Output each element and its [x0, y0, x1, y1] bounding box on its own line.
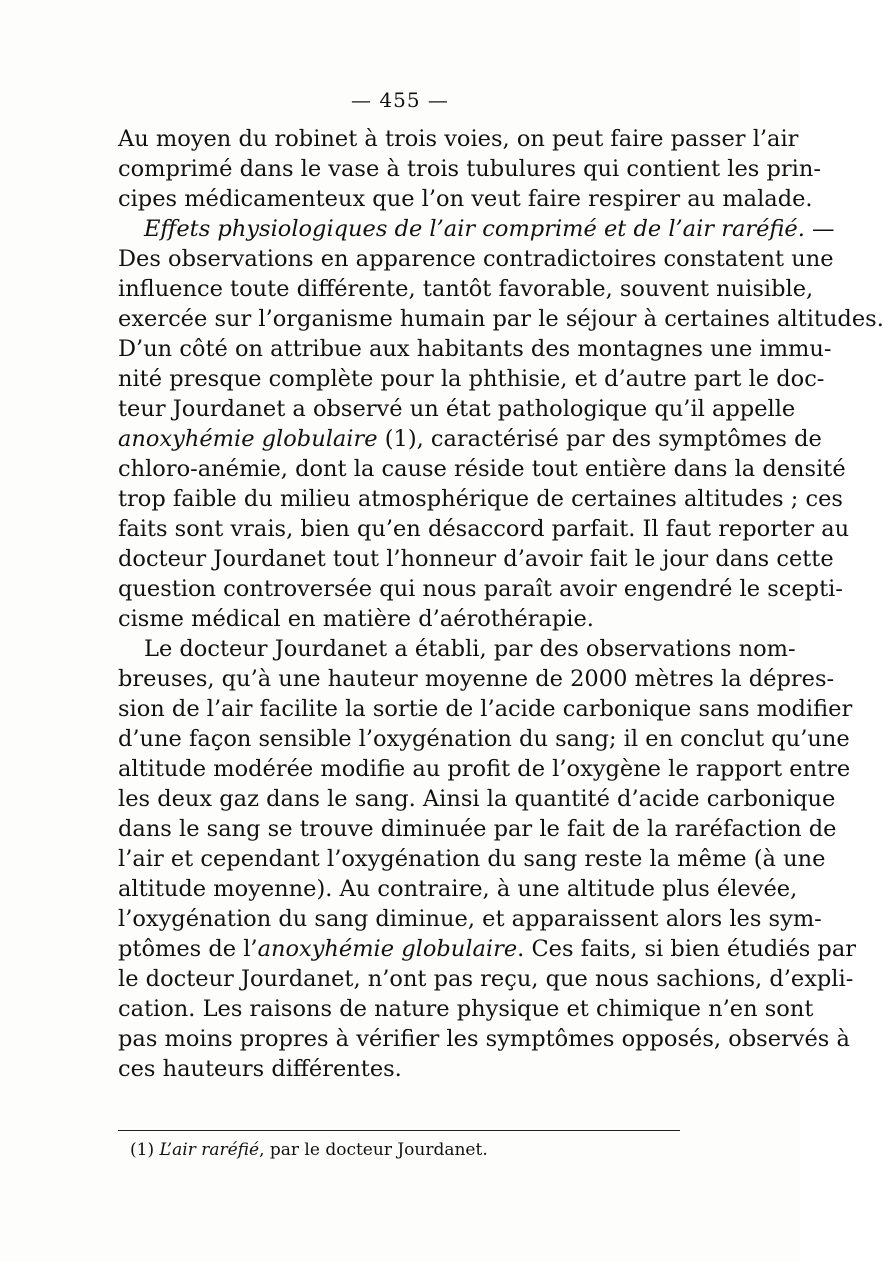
text-line: l’air et cependant l’oxygénation du sang reste la même (à une — [118, 846, 826, 872]
text-line: sion de l’air facilite la sortie de l’acide carbonique sans modifier — [118, 696, 853, 722]
text-line: question controversée qui nous paraît avoir engendré le scepti- — [118, 576, 843, 602]
page-number: — 455 — — [351, 88, 449, 112]
text-line: D’un côté on attribue aux habitants des montagnes une immu- — [118, 336, 832, 362]
text-line: breuses, qu’à une hauteur moyenne de 2000 mètres la dépres- — [118, 666, 835, 692]
text-line: cisme médical en matière d’aérothérapie. — [118, 606, 594, 632]
text-line: teur Jourdanet a observé un état pathologique qu’il appelle — [118, 396, 796, 422]
text-line: chloro-anémie, dont la cause réside tout entière dans la densité — [118, 456, 846, 482]
text-line: cipes médicamenteux que l’on veut faire respirer au malade. — [118, 186, 813, 212]
footnote-text: , par le docteur Jourdanet. — [259, 1140, 488, 1160]
text-line: ptômes de l’anoxyhémie globulaire. Ces faits, si bien étudiés par — [118, 936, 856, 962]
italic-term: anoxyhémie globulaire — [118, 426, 378, 452]
text-line: le docteur Jourdanet, n’ont pas reçu, que nous sachions, d’expli- — [118, 966, 854, 992]
section-heading: Effets physiologiques de l’air comprimé et de l’air raréfié. — [144, 216, 805, 242]
section-heading-line: Effets physiologiques de l’air comprimé et de l’air raréfié. — — [144, 216, 835, 242]
text-line: anoxyhémie globulaire (1), caractérisé par des symptômes de — [118, 426, 822, 452]
text-line: influence toute différente, tantôt favorable, souvent nuisible, — [118, 276, 814, 302]
text-line: Des observations en apparence contradictoires constatent une — [118, 246, 834, 272]
text-line: l’oxygénation du sang diminue, et apparaissent alors les sym- — [118, 906, 822, 932]
text-line: pas moins propres à vérifier les symptômes opposés, observés à — [118, 1026, 850, 1052]
footnote-number: (1) — [130, 1140, 155, 1160]
text-line: trop faible du milieu atmosphérique de certaines altitudes ; ces — [118, 486, 843, 512]
text-line: altitude modérée modifie au profit de l’oxygène le rapport entre — [118, 756, 851, 782]
text-line: Le docteur Jourdanet a établi, par des observations nom- — [144, 636, 796, 662]
footnote — [130, 1138, 488, 1162]
text-line: les deux gaz dans le sang. Ainsi la quantité d’acide carbonique — [118, 786, 836, 812]
text-line: nité presque complète pour la phthisie, et d’autre part le doc- — [118, 366, 825, 392]
text-line: ces hauteurs différentes. — [118, 1056, 402, 1082]
text-line: cation. Les raisons de nature physique et chimique n’en sont — [118, 996, 814, 1022]
text-line: dans le sang se trouve diminuée par le fait de la raréfaction de — [118, 816, 837, 842]
text-line: docteur Jourdanet tout l’honneur d’avoir fait le jour dans cette — [118, 546, 834, 572]
text-line: comprimé dans le vase à trois tubulures qui contient les prin- — [118, 156, 821, 182]
italic-term: anoxyhémie globulaire — [257, 936, 518, 962]
text-line: faits sont vrais, bien qu’en désaccord parfait. Il faut reporter au — [118, 516, 850, 542]
text-line: altitude moyenne). Au contraire, à une altitude plus élevée, — [118, 876, 798, 902]
footnote-title: L’air raréfié — [159, 1140, 260, 1160]
text-line: exercée sur l’organisme humain par le séjour à certaines altitudes. — [118, 306, 884, 332]
text-line: Au moyen du robinet à trois voies, on peut faire passer l’air — [118, 126, 799, 152]
footnote-rule — [118, 1130, 680, 1131]
text-line: d’une façon sensible l’oxygénation du sang; il en conclut qu’une — [118, 726, 850, 752]
